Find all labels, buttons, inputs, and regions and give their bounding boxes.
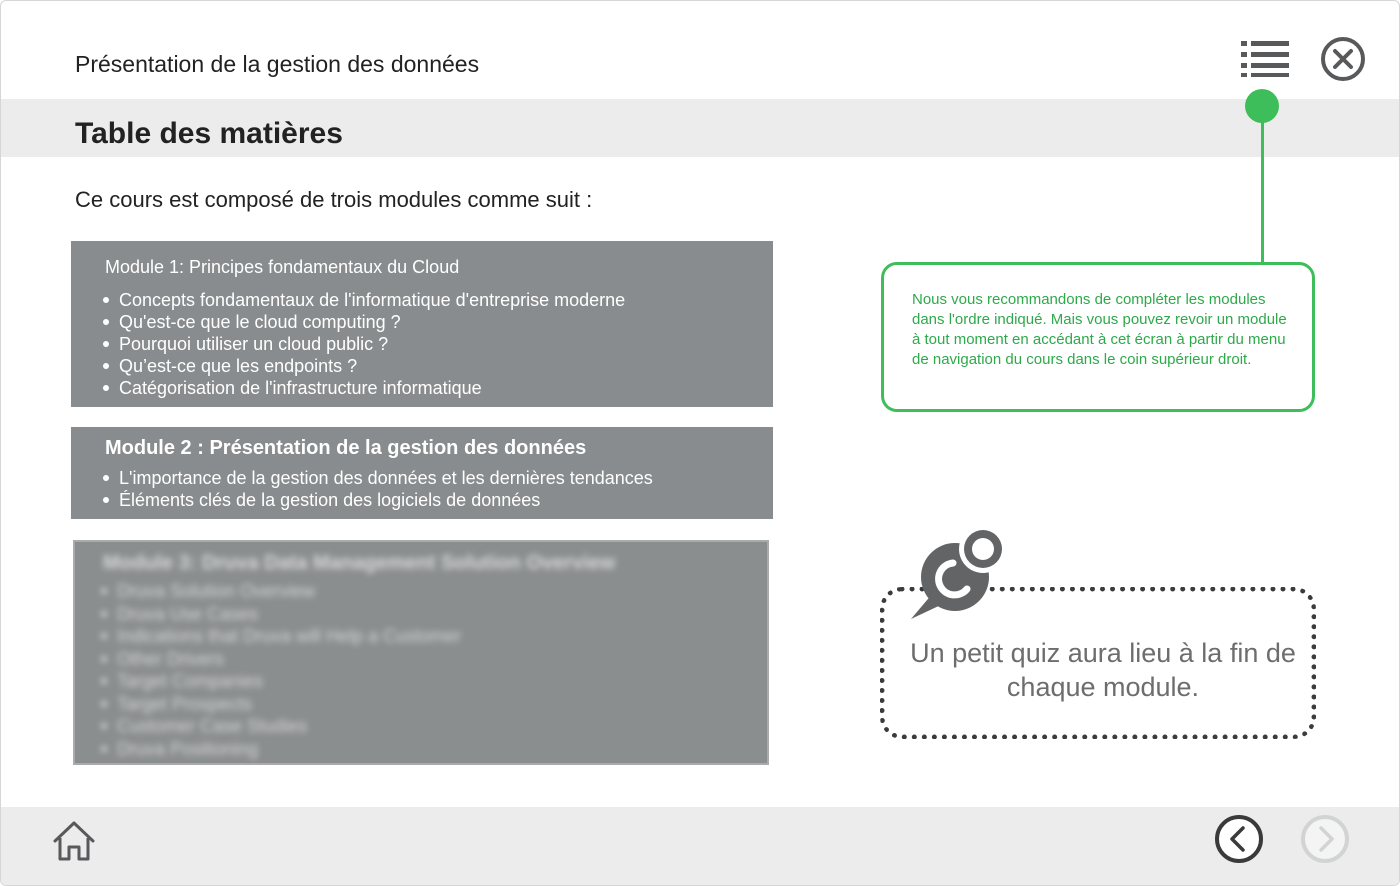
previous-button[interactable] (1213, 813, 1265, 865)
module-title: Module 2 : Présentation de la gestion des données (105, 437, 587, 459)
callout-text: Nous vous recommandons de compléter les modules dans l'ordre indiqué. Mais vous pouvez revoir un module à tout moment en accédant à cet écran à partir du menu de navigation du cours dans le coin supérieur droit. (912, 291, 1287, 368)
chevron-left-circle-icon (1213, 813, 1265, 865)
module-2-card[interactable] (71, 427, 773, 519)
course-menu-button[interactable] (1237, 37, 1293, 79)
list-item: Indications that Druva will Help a Customer (99, 625, 461, 648)
quiz-text: Un petit quiz aura lieu à la fin de chaque module. (910, 638, 1296, 702)
module-1-card[interactable] (71, 241, 773, 407)
blurred-content (75, 542, 767, 763)
list-item: L'importance de la gestion des données et les dernières tendances (101, 467, 653, 489)
list-item: Druva Solution Overview (99, 580, 461, 603)
list-item: Pourquoi utiliser un cloud public ? (101, 333, 625, 355)
chevron-right-circle-icon (1299, 813, 1351, 865)
module-title: Module 3: Druva Data Management Solution Overview (103, 552, 616, 574)
list-item: Customer Case Studies (99, 715, 461, 738)
list-item: Target Companies (99, 670, 461, 693)
callout-anchor-dot (1245, 89, 1279, 123)
footer-bar (1, 807, 1400, 886)
page-title: Table des matières (75, 117, 343, 150)
recommendation-callout (881, 262, 1315, 412)
home-icon (49, 817, 99, 865)
module-title: Module 1: Principes fondamentaux du Cloud (105, 257, 460, 277)
close-button[interactable] (1319, 35, 1367, 83)
list-item: Concepts fondamentaux de l'informatique d'entreprise moderne (101, 289, 625, 311)
course-title: Présentation de la gestion des données (75, 51, 480, 77)
pin-speech-icon (907, 519, 1013, 625)
intro-text: Ce cours est composé de trois modules comme suit : (75, 187, 593, 212)
next-button[interactable] (1299, 813, 1351, 865)
home-button[interactable] (49, 817, 99, 865)
close-circle-icon (1319, 35, 1367, 83)
list-item: Druva Positioning (99, 738, 461, 761)
module-3-card[interactable] (73, 540, 769, 765)
list-item: Qu’est-ce que les endpoints ? (101, 355, 625, 377)
list-menu-icon (1237, 37, 1293, 79)
list-item: Other Drivers (99, 648, 461, 671)
list-item: Target Prospects (99, 693, 461, 716)
list-item: Druva Use Cases (99, 603, 461, 626)
callout-connector (1261, 105, 1264, 265)
list-item: Qu'est-ce que le cloud computing ? (101, 311, 625, 333)
list-item: Éléments clés de la gestion des logiciels de données (101, 489, 653, 511)
list-item: Catégorisation de l'infrastructure informatique (101, 377, 625, 399)
